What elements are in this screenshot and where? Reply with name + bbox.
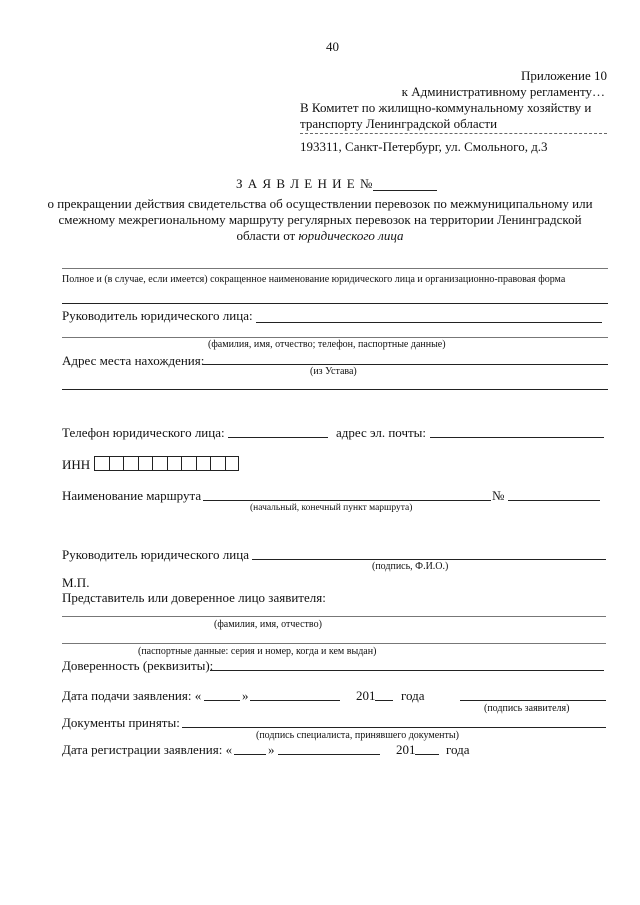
form-number-blank[interactable] <box>373 177 437 191</box>
inn-cell[interactable] <box>167 456 182 471</box>
regulation-reference: к Административному регламенту… <box>401 84 605 99</box>
inn-cell[interactable] <box>138 456 153 471</box>
registration-year-suffix: года <box>446 742 470 757</box>
registration-day-close: » <box>268 742 275 757</box>
address-caption: (из Устава) <box>310 366 357 377</box>
inn-label: ИНН <box>62 457 91 472</box>
inn-cell[interactable] <box>94 456 109 471</box>
passport-caption: (паспортные данные: серия и номер, когда и кем выдан) <box>138 646 377 657</box>
title-line-3 <box>40 229 600 242</box>
phone-field[interactable] <box>228 437 328 438</box>
submit-month-field[interactable] <box>250 700 340 701</box>
stamp-label: М.П. <box>62 575 90 590</box>
applicant-sign-caption: (подпись заявителя) <box>484 703 570 714</box>
route-number-label: № <box>492 488 505 503</box>
inn-cells[interactable] <box>94 456 239 472</box>
route-field[interactable] <box>203 500 491 501</box>
inn-cell[interactable] <box>152 456 167 471</box>
page-number: 40 <box>326 39 339 54</box>
route-caption: (начальный, конечный пункт маршрута) <box>250 503 413 513</box>
applicant-sign-field[interactable] <box>460 700 606 701</box>
inn-cell[interactable] <box>123 456 138 471</box>
email-label: адрес эл. почты: <box>336 425 427 440</box>
address-field-2[interactable] <box>62 389 608 390</box>
submit-date-label: Дата подачи заявления: « <box>62 688 202 703</box>
committee-line-2: транспорту Ленинградской области <box>300 116 498 131</box>
director-sign-caption: (подпись, Ф.И.О.) <box>372 561 449 572</box>
docs-accepted-label: Документы приняты: <box>62 715 180 730</box>
form-heading-text: З А Я В Л Е Н И Е № <box>236 176 374 191</box>
passport-field[interactable] <box>62 643 606 644</box>
committee-address: 193311, Санкт-Петербург, ул. Смольного, д.3 <box>300 139 548 154</box>
submit-day-field[interactable] <box>204 700 240 701</box>
org-name-field[interactable] <box>62 268 608 269</box>
registration-date-label: Дата регистрации заявления: « <box>62 742 233 757</box>
inn-cell[interactable] <box>210 456 225 471</box>
docs-accepted-field[interactable] <box>182 727 606 728</box>
submit-day-close: » <box>242 688 249 703</box>
inn-cell[interactable] <box>181 456 196 471</box>
submit-year-prefix: 201 <box>356 688 376 703</box>
route-number-field[interactable] <box>508 500 600 501</box>
docs-accepted-caption: (подпись специалиста, принявшего документы) <box>256 730 459 741</box>
route-label: Наименование маршрута <box>62 488 202 503</box>
committee-line-1: В Комитет по жилищно-коммунальному хозяйству и <box>300 100 592 115</box>
title-line-2: смежному межрегиональному маршруту регулярных перевозок на территории Ленинградской <box>58 212 582 227</box>
submit-year-field[interactable] <box>375 700 393 701</box>
address-label: Адрес места нахождения: <box>62 353 205 368</box>
title-line-3-prefix: области от <box>236 228 299 243</box>
power-of-attorney-label: Доверенность (реквизиты): <box>62 658 214 673</box>
director-label: Руководитель юридического лица: <box>62 308 253 323</box>
representative-field[interactable] <box>62 616 606 617</box>
inn-cell[interactable] <box>225 456 240 471</box>
address-separator <box>300 133 607 134</box>
registration-year-field[interactable] <box>415 754 439 755</box>
director-field[interactable] <box>256 322 602 323</box>
director-sign-field[interactable] <box>252 559 606 560</box>
org-name-caption: Полное и (в случае, если имеется) сокращенное наименование юридического лица и организационно-правовая форма <box>62 274 566 285</box>
power-of-attorney-field[interactable] <box>210 670 604 671</box>
address-field[interactable] <box>202 364 608 365</box>
email-field[interactable] <box>430 437 604 438</box>
director-field-2[interactable] <box>62 337 608 338</box>
inn-cell[interactable] <box>196 456 211 471</box>
title-line-3-italic: юридического лица <box>298 228 404 243</box>
representative-caption: (фамилия, имя, отчество) <box>214 619 322 630</box>
director-sign-label: Руководитель юридического лица <box>62 547 249 562</box>
registration-year-prefix: 201 <box>396 742 416 757</box>
registration-day-field[interactable] <box>234 754 266 755</box>
phone-label: Телефон юридического лица: <box>62 425 225 440</box>
title-line-1: о прекращении действия свидетельства об осуществлении перевозок по межмуниципальному или <box>47 196 593 211</box>
appendix-number: Приложение 10 <box>520 68 607 83</box>
director-caption: (фамилия, имя, отчество; телефон, паспортные данные) <box>208 339 446 350</box>
form-heading <box>236 177 437 191</box>
inn-cell[interactable] <box>109 456 124 471</box>
registration-month-field[interactable] <box>278 754 380 755</box>
submit-year-suffix: года <box>401 688 425 703</box>
representative-label: Представитель или доверенное лицо заявителя: <box>62 590 326 605</box>
org-name-field-2[interactable] <box>62 303 608 304</box>
